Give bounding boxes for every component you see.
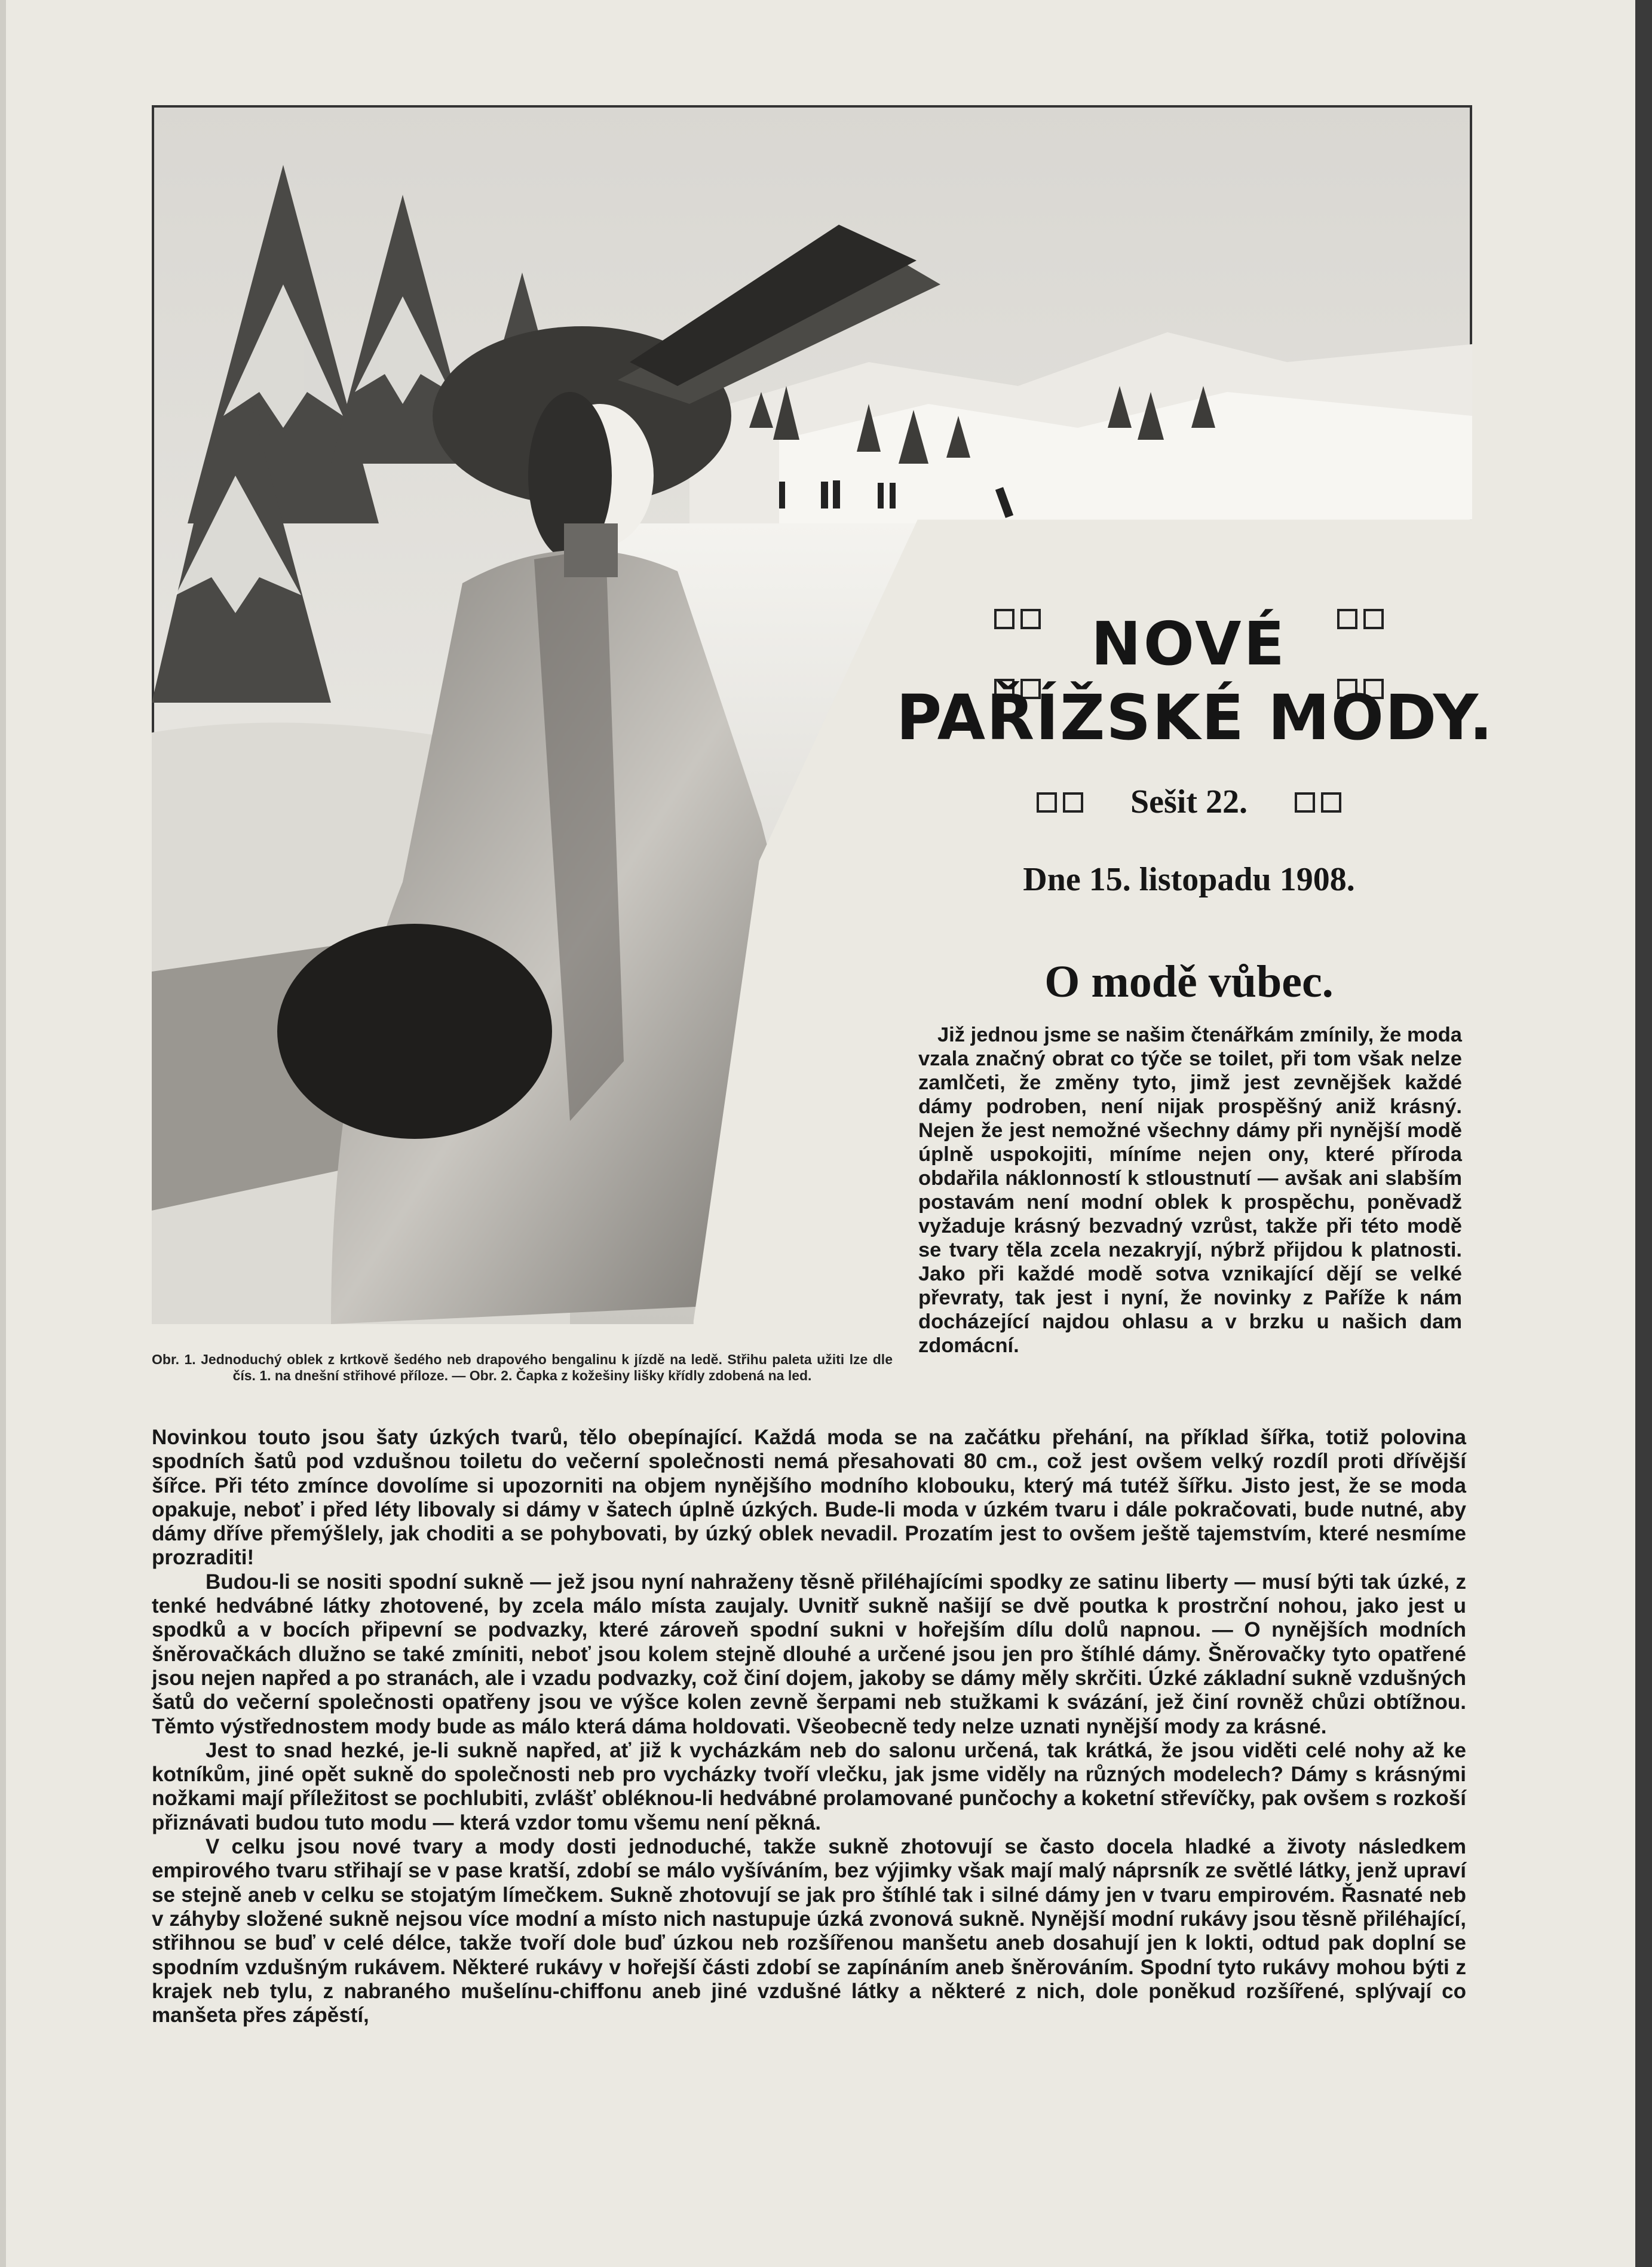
body-paragraph-1: Novinkou touto jsou šaty úzkých tvarů, tělo obepínající. Každá moda se na začátku přehání, na příklad šířka, totiž polovina spodních šatů pod vzdušnou toiletu do večerní společnosti nemá přesahovati 80 cm., což jest ovšem velký rozdíl proti dřívější šířce. Při této zmínce dovolíme si upozorniti na objem nynějšího modního klobouku, který má tutéž šířku. Jisto jest, že se moda opakuje, neboť i před léty libovaly si dámy v šatech úplně úzkých. Bude-li moda v úzkém tvaru i dále pokračovati, bude nutné, aby dámy dříve přemýšlely, jak choditi a se pohybovati, by úzký oblek nevadil. Prozatím jest to ovšem ještě tajemstvím, které nesmíme prozraditi! bbox=[152, 1426, 1466, 1570]
masthead-title-nove: NOVÉ bbox=[1091, 608, 1287, 679]
article-heading: O modě vůbec. bbox=[1044, 957, 1334, 1007]
article-right-column bbox=[918, 1023, 1462, 1358]
illustration-caption: Obr. 1. Jednoduchý oblek z krtkově šedého neb drapového bengalinu k jízdě na ledě. Střihu paleta užiti lze dle čís. 1. na dnešní střihové příloze. — Obr. 2. Čapka z kožešiny lišky křídly zdobená na led. bbox=[152, 1352, 893, 1383]
issue-label: Sešit 22. bbox=[1130, 783, 1248, 820]
issue-number bbox=[896, 783, 1482, 821]
page-edge-left bbox=[0, 0, 6, 2267]
body-paragraph-2: Budou-li se nositi spodní sukně — jež jsou nyní nahraženy těsně přiléhajícími spodky ze satinu liberty — musí býti tak úzké, z tenké hedvábné látky zhotovené, by zcela málo místa zaujaly. Uvnitř sukně našijí se dvě poutka k prostrční nohou, jako jest u spodků a v bocích připevní se podvazky, které zároveň spodní sukni v hořejším dílu dolů napnou. — O nynějších modních šněrovačkách dlužno se také zmíniti, neboť jsou kolem stejně dlouhé a určené jsou jen pro štíhlé dámy. Šněrovačky tyto opatřené jsou nejen napřed a po stranách, ale i vzadu podvazky, což činí dojem, jakoby se dámy měly skrčiti. Úzké základní sukně vzdušných šatů do večerní společnosti opatřeny jsou ve výšce kolen zevně šerpami neb stužkami k svázání, jež činí rovněž chůzi obtížnou. Těmto výstřednostem mody bude as málo která dáma holdovati. Všeobecně tedy nelze uznati nynější mody za krásné. bbox=[152, 1570, 1466, 1738]
body-paragraph-4: V celku jsou nové tvary a mody dosti jednoduché, takže sukně zhotovují se často docela hladké a životy následkem empirového tvaru střihají se v pase kratší, zdobí se málo vyšíváním, bez výjimky však mají malý náprsník ze světlé látky, jenž upraví se stejně aneb v celku se stojatým límečkem. Sukně zhotovují se jak pro štíhlé tak i silné dámy jen v tvaru empirovém. Řasnaté neb v záhyby složené sukně nejsou více modní a místo nich nastupuje úzká zvonová sukně. Nynější modní rukávy jsou těsně přiléhající, střihnou se buď v celé délce, takže tvoří dole buď úzkou neb rozšířenou manšetu aneb dosahují jen k lokti, odtud pak doplní se spodním vzdušným rukávem. Některé rukávy v hořejší části zdobí se zapínáním aneb šněrováním. Spodní tyto rukávy mohou býti z krajek neb tylu, z nabraného mušelínu-chiffonu aneb jiné vzdušné látky a některé z nich, dole poněkud rozšířené, splývají co manšeta přes zápěstí, bbox=[152, 1835, 1466, 2027]
body-paragraph-3: Jest to snad hezké, je-li sukně napřed, ať již k vycházkám neb do salonu určená, tak krátká, že jsou viděti celé nohy až ke kotníkům, jiné opět sukně do společnosti neb pro vycházky tvoří vlečku, jak jsme viděly na různých modelech? Dámy s krásnými nožkami mají příležitost se pochlubiti, zvlášť obléknou-li hedvábné prolamované punčochy a koketní střevíčky, pak ovšem s rozkoší přiznávati budou tuto modu — která vzdor tomu všemu není pěkná. bbox=[152, 1738, 1466, 1834]
article-body bbox=[152, 1426, 1466, 2027]
masthead-title-line2: PAŘÍŽSKÉ MODY. bbox=[896, 681, 1494, 754]
right-column-paragraph: Již jednou jsme se našim čtenářkám zmínily, že moda vzala značný obrat co týče se toilet, při tom však nelze zamlčeti, že změny tyto, jimž jest zevnějšek každé dámy podroben, není nijak prospěšný aniž krásný. Nejen že jest nemožné všechny dámy při nynější modě úplně uspokojiti, míníme nejen ony, které příroda obdařila náklonností k stloustnutí — avšak ani slabším postavám není modní oblek k prospěchu, poněvadž vyžaduje krásný bezvadný vzrůst, takže při této modě se tvary těla zcela nezakryjí, nýbrž přijdou k platnosti. Jako při každé modě sotva vznikající dějí se velké převraty, tak jest i nyní, že novinky z Paříže k nám docházející najdou ohlasu a v brzku u našich dam zdomácní. bbox=[918, 1024, 1462, 1357]
page-edge-right bbox=[1635, 0, 1652, 2267]
issue-date: Dne 15. listopadu 1908. bbox=[1023, 861, 1355, 898]
